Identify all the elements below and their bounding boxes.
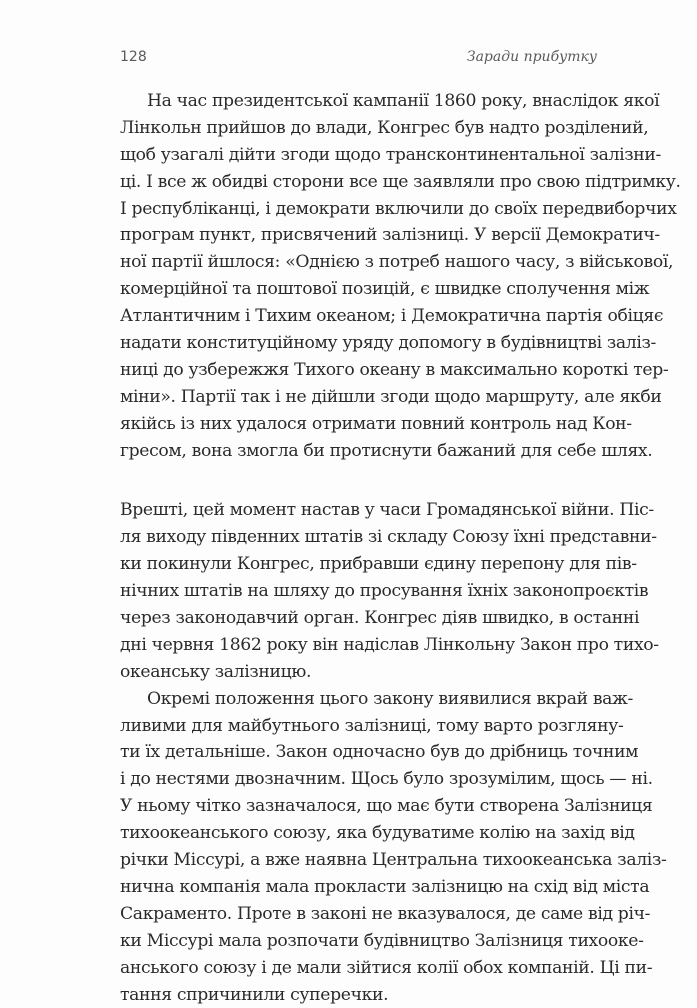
text-line: річки Міссурі, а вже наявна Центральна тихоокеанська заліз- <box>120 847 597 874</box>
body-text <box>120 88 597 1008</box>
text-line: тихоокеанського союзу, яка будуватиме колію на захід від <box>120 820 597 847</box>
paragraph <box>120 88 597 464</box>
text-line: Окремі положення цього закону виявилися вкрай важ- <box>120 686 597 713</box>
text-line: дні червня 1862 року він надіслав Лінкольну Закон про тихо- <box>120 632 597 659</box>
text-line: На час президентської кампанії 1860 року, внаслідок якої <box>120 88 597 115</box>
text-line: нічних штатів на шляху до просування їхніх законопроєктів <box>120 578 597 605</box>
text-line: анського союзу і де мали зійтися колії обох компаній. Ці пи- <box>120 955 597 982</box>
text-line: гресом, вона змогла би протиснути бажаний для себе шлях. <box>120 438 597 465</box>
text-line: програм пункт, присвячений залізниці. У версії Демократич- <box>120 222 597 249</box>
running-header <box>120 49 597 71</box>
text-line: і до нестями двозначним. Щось було зрозумілим, щось — ні. <box>120 766 597 793</box>
text-line: ної партії йшлося: «Однією з потреб нашого часу, з військової, <box>120 249 597 276</box>
paragraph <box>120 497 597 685</box>
text-line: ці. І все ж обидві сторони все ще заявляли про свою підтримку. <box>120 169 597 196</box>
paragraph <box>120 686 597 1008</box>
text-line: ки покинули Конгрес, прибравши єдину перепону для пів- <box>120 551 597 578</box>
running-title: Заради прибутку <box>467 49 597 65</box>
text-line: міни». Партії так і не дійшли згоди щодо маршруту, але якби <box>120 384 597 411</box>
page-number: 128 <box>120 49 147 65</box>
text-line: І республіканці, і демократи включили до своїх передвиборчих <box>120 196 597 223</box>
text-line: Сакраменто. Проте в законі не вказувалося, де саме від річ- <box>120 901 597 928</box>
text-line: ливими для майбутнього залізниці, тому варто розгляну- <box>120 713 597 740</box>
text-line: комерційної та поштової позицій, є швидке сполучення між <box>120 276 597 303</box>
text-line: ти їх детальніше. Закон одночасно був до дрібниць точним <box>120 739 597 766</box>
text-line: ля виходу південних штатів зі складу Союзу їхні представни- <box>120 524 597 551</box>
text-line: ки Міссурі мала розпочати будівництво Залізниця тихооке- <box>120 928 597 955</box>
text-line: якійсь із них удалося отримати повний контроль над Кон- <box>120 411 597 438</box>
text-line: ниці до узбережжя Тихого океану в максимально короткі тер- <box>120 357 597 384</box>
text-line: Врешті, цей момент настав у часи Громадянської війни. Піс- <box>120 497 597 524</box>
text-line: надати конституційному уряду допомогу в будівництві заліз- <box>120 330 597 357</box>
text-line: тання спричинили суперечки. <box>120 982 597 1008</box>
text-line: нична компанія мала прокласти залізницю на схід від міста <box>120 874 597 901</box>
text-line: через законодавчий орган. Конгрес діяв швидко, в останні <box>120 605 597 632</box>
text-line: океанську залізницю. <box>120 659 597 686</box>
text-line: Лінкольн прийшов до влади, Конгрес був надто розділений, <box>120 115 597 142</box>
text-line: У ньому чітко зазначалося, що має бути створена Залізниця <box>120 793 597 820</box>
text-line: Атлантичним і Тихим океаном; і Демократична партія обіцяє <box>120 303 597 330</box>
text-line: щоб узагалі дійти згоди щодо трансконтинентальної залізни- <box>120 142 597 169</box>
